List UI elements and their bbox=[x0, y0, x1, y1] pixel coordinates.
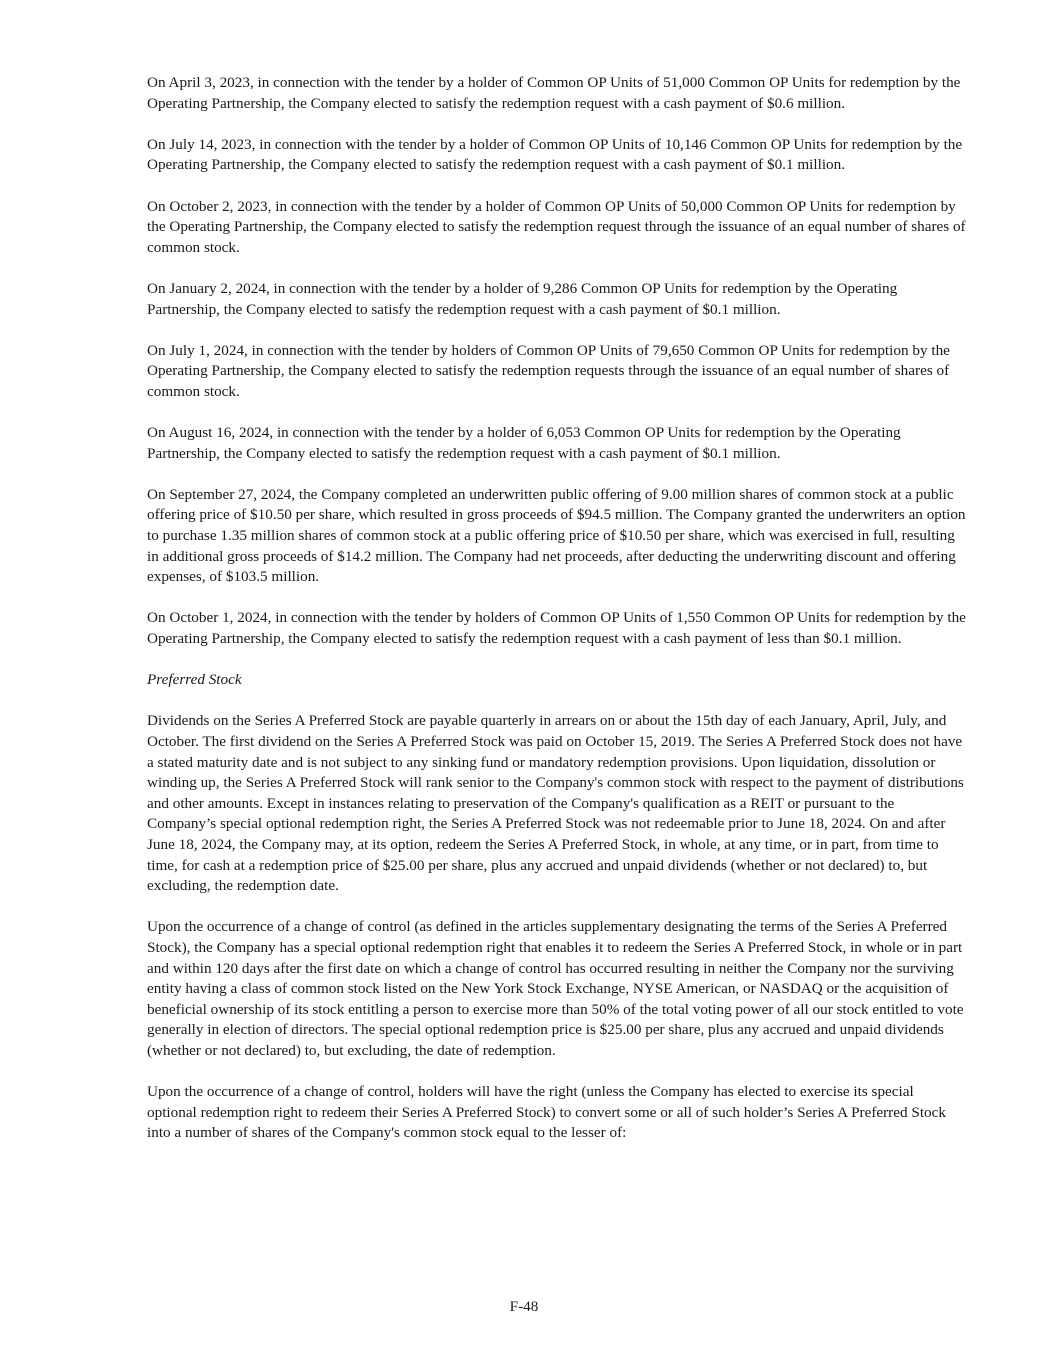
paragraph-op-units-october-2023: On October 2, 2023, in connection with the tender by a holder of Common OP Units of 50,000 Common OP Units for redemption by the Operating Partnership, the Company elected to satisfy the redemption request through the issuance of an equal number of shares of common stock. bbox=[147, 197, 966, 256]
paragraph-op-units-october-2024: On October 1, 2024, in connection with the tender by holders of Common OP Units of 1,550 Common OP Units for redemption by the Operating Partnership, the Company elected to satisfy the redemption request with a cash payment of less than $0.1 million. bbox=[147, 609, 966, 648]
paragraph-op-units-july-2023: On July 14, 2023, in connection with the tender by a holder of Common OP Units of 10,146 Common OP Units for redemption by the Operating Partnership, the Company elected to satisfy the redemption request with a cash payment of $0.1 million. bbox=[147, 135, 963, 174]
paragraph-change-of-control-conversion: Upon the occurrence of a change of control, holders will have the right (unless the Company has elected to exercise its special optional redemption right to redeem their Series A Preferred Stock) to convert some or all of such holder’s Series A Preferred Stock into a number of shares of the Company's common stock equal to the lesser of: bbox=[147, 1083, 946, 1142]
paragraph-change-of-control-redemption: Upon the occurrence of a change of control (as defined in the articles supplementary designating the terms of the Series A Preferred Stock), the Company has a special optional redemption right that enables it to redeem the Series A Preferred Stock, in whole or in part and within 120 days after the first date on which a change of control has occurred resulting in neither the Company nor the surviving entity having a class of common stock listed on the New York Stock Exchange, NYSE American, or NASDAQ or the acquisition of beneficial ownership of its stock entitling a person to exercise more than 50% of the total voting power of all our stock entitled to vote generally in election of directors. The special optional redemption price is $25.00 per share, plus any accrued and unpaid dividends (whether or not declared) to, but excluding, the date of redemption. bbox=[147, 918, 964, 1059]
page-number: F-48 bbox=[509, 1298, 539, 1315]
paragraph-op-units-august-2024: On August 16, 2024, in connection with the tender by a holder of 6,053 Common OP Units for redemption by the Operating Partnership, the Company elected to satisfy the redemption request with a cash payment of $0.1 million. bbox=[147, 424, 901, 462]
paragraph-op-units-april-2023: On April 3, 2023, in connection with the tender by a holder of Common OP Units of 51,000 Common OP Units for redemption by the Operating Partnership, the Company elected to satisfy the redemption request with a cash payment of $0.6 million. bbox=[147, 74, 961, 112]
section-heading-preferred-stock: Preferred Stock bbox=[147, 671, 242, 689]
paragraph-op-units-july-2024: On July 1, 2024, in connection with the tender by holders of Common OP Units of 79,650 Common OP Units for redemption by the Operating Partnership, the Company elected to satisfy the redemption requests through the issuance of an equal number of shares of common stock. bbox=[147, 341, 950, 400]
document-body bbox=[147, 73, 967, 1164]
paragraph-preferred-dividends: Dividends on the Series A Preferred Stock are payable quarterly in arrears on or about the 15th day of each January, April, July, and October. The first dividend on the Series A Preferred Stock was paid on October 15, 2019. The Series A Preferred Stock does not have a stated maturity date and is not subject to any sinking fund or mandatory redemption provisions. Upon liquidation, dissolution or winding up, the Series A Preferred Stock will rank senior to the Company's common stock with respect to the payment of distributions and other amounts. Except in instances relating to preservation of the Company's qualification as a REIT or pursuant to the Company’s special optional redemption right, the Series A Preferred Stock was not redeemable prior to June 18, 2024. On and after June 18, 2024, the Company may, at its option, redeem the Series A Preferred Stock, in whole, at any time, or in part, from time to time, for cash at a redemption price of $25.00 per share, plus any accrued and unpaid dividends (whether or not declared) to, but excluding, the redemption date. bbox=[147, 712, 964, 895]
paragraph-public-offering-september-2024: On September 27, 2024, the Company completed an underwritten public offering of 9.00 million shares of common stock at a public offering price of $10.50 per share, which resulted in gross proceeds of $94.5 million. The Company granted the underwriters an option to purchase 1.35 million shares of common stock at a public offering price of $10.50 per share, which was exercised in full, resulting in additional gross proceeds of $14.2 million. The Company had net proceeds, after deducting the underwriting discount and offering expenses, of $103.5 million. bbox=[147, 485, 966, 586]
paragraph-op-units-january-2024: On January 2, 2024, in connection with the tender by a holder of 9,286 Common OP Units for redemption by the Operating Partnership, the Company elected to satisfy the redemption request with a cash payment of $0.1 million. bbox=[147, 279, 898, 318]
